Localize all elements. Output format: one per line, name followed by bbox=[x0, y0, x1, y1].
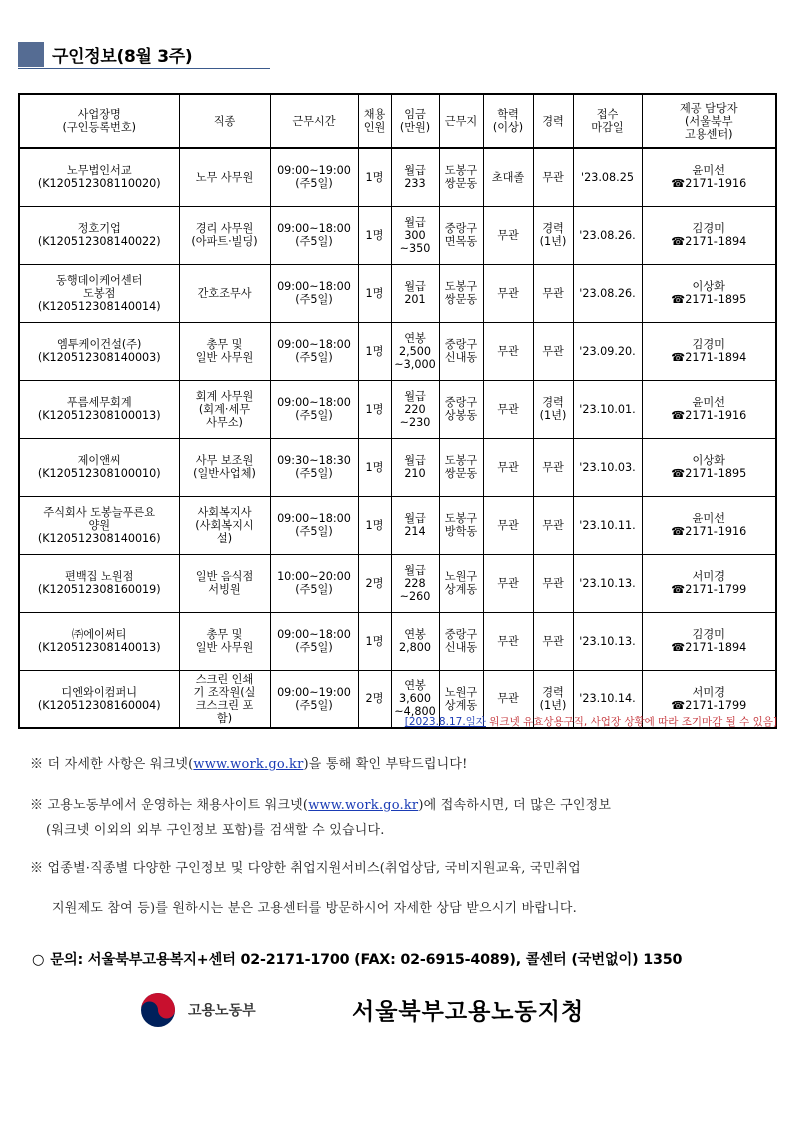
table-cell: 무관 bbox=[483, 206, 533, 264]
column-header: 직종 bbox=[179, 94, 270, 148]
table-cell: 윤미선 ☎2171-1916 bbox=[642, 496, 776, 554]
table-cell: '23.08.26. bbox=[573, 206, 642, 264]
table-cell: 무관 bbox=[483, 496, 533, 554]
info-paragraph-3: ※ 업종별·직종별 다양한 구인정보 및 다양한 취업지원서비스(취업상담, 국비지원교육, 국민취업 bbox=[30, 861, 581, 876]
table-cell: 일반 음식점 서빙원 bbox=[179, 554, 270, 612]
table-cell: 연봉 2,800 bbox=[391, 612, 439, 670]
table-cell: 무관 bbox=[533, 148, 573, 206]
table-cell: 총무 및 일반 사무원 bbox=[179, 322, 270, 380]
table-cell: 중랑구 상봉동 bbox=[439, 380, 483, 438]
table-cell: 무관 bbox=[483, 264, 533, 322]
table-cell: 김경미 ☎2171-1894 bbox=[642, 322, 776, 380]
table-cell: 엠투케이건설(주) (K120512308140003) bbox=[19, 322, 179, 380]
worknet-link-2[interactable]: www.work.go.kr bbox=[308, 798, 419, 813]
table-cell: 서미경 ☎2171-1799 bbox=[642, 670, 776, 728]
title-marker bbox=[18, 42, 44, 67]
contact-line bbox=[32, 949, 682, 969]
table-cell: 무관 bbox=[483, 380, 533, 438]
table-cell: 월급 233 bbox=[391, 148, 439, 206]
column-header: 근무시간 bbox=[270, 94, 358, 148]
table-cell: 월급 214 bbox=[391, 496, 439, 554]
table-cell: 윤미선 ☎2171-1916 bbox=[642, 148, 776, 206]
table-cell: 10:00~20:00 (주5일) bbox=[270, 554, 358, 612]
table-cell: 김경미 ☎2171-1894 bbox=[642, 206, 776, 264]
column-header: 경력 bbox=[533, 94, 573, 148]
column-header: 채용 인원 bbox=[358, 94, 391, 148]
table-cell: 09:00~18:00 (주5일) bbox=[270, 322, 358, 380]
table-cell: 무관 bbox=[533, 264, 573, 322]
table-cell: 무관 bbox=[533, 554, 573, 612]
table-cell: 1명 bbox=[358, 438, 391, 496]
table-cell: '23.10.13. bbox=[573, 612, 642, 670]
p1-text-pre: ※ 더 자세한 사항은 워크넷( bbox=[30, 757, 194, 772]
table-cell: '23.10.01. bbox=[573, 380, 642, 438]
info-paragraph-2-line2: (워크넷 이외의 외부 구인정보 포함)를 검색할 수 있습니다. bbox=[46, 823, 385, 838]
table-row bbox=[19, 612, 776, 670]
table-row bbox=[19, 438, 776, 496]
table-cell: '23.10.03. bbox=[573, 438, 642, 496]
note-date: [2023.8.17.일자 bbox=[404, 716, 486, 728]
info-paragraph-2 bbox=[30, 794, 611, 813]
table-row bbox=[19, 554, 776, 612]
table-cell: '23.08.26. bbox=[573, 264, 642, 322]
info-paragraph-1 bbox=[30, 753, 468, 772]
table-cell: 이상화 ☎2171-1895 bbox=[642, 438, 776, 496]
table-cell: 노원구 상계동 bbox=[439, 554, 483, 612]
table-row bbox=[19, 264, 776, 322]
table-cell: 중랑구 신내동 bbox=[439, 612, 483, 670]
table-cell: 09:00~18:00 (주5일) bbox=[270, 264, 358, 322]
table-cell: 동행데이케어센터 도봉점 (K120512308140014) bbox=[19, 264, 179, 322]
worknet-link-1[interactable]: www.work.go.kr bbox=[193, 757, 304, 772]
table-cell: 노무 사무원 bbox=[179, 148, 270, 206]
table-cell: ㈜에이써티 (K120512308140013) bbox=[19, 612, 179, 670]
table-cell: 무관 bbox=[533, 322, 573, 380]
column-header: 근무지 bbox=[439, 94, 483, 148]
table-cell: '23.09.20. bbox=[573, 322, 642, 380]
column-header: 제공 담당자 (서울북부 고용센터) bbox=[642, 94, 776, 148]
table-row bbox=[19, 206, 776, 264]
table-cell: 09:00~18:00 (주5일) bbox=[270, 206, 358, 264]
table-cell: 편백집 노원점 (K120512308160019) bbox=[19, 554, 179, 612]
table-cell: 무관 bbox=[533, 438, 573, 496]
table-cell: 1명 bbox=[358, 148, 391, 206]
table-cell: 월급 210 bbox=[391, 438, 439, 496]
table-cell: 디엔와이컴퍼니 (K120512308160004) bbox=[19, 670, 179, 728]
table-cell: 09:00~18:00 (주5일) bbox=[270, 380, 358, 438]
table-cell: 1명 bbox=[358, 322, 391, 380]
table-cell: 1명 bbox=[358, 206, 391, 264]
table-cell: 서미경 ☎2171-1799 bbox=[642, 554, 776, 612]
table-cell: 사회복지사 (사회복지시 설) bbox=[179, 496, 270, 554]
p2-text-post: )에 접속하시면, 더 많은 구인정보 bbox=[418, 798, 612, 813]
table-cell: 이상화 ☎2171-1895 bbox=[642, 264, 776, 322]
table-cell: 월급 220 ~230 bbox=[391, 380, 439, 438]
table-cell: '23.10.13. bbox=[573, 554, 642, 612]
table-cell: 회계 사무원 (회계·세무 사무소) bbox=[179, 380, 270, 438]
table-cell: 1명 bbox=[358, 496, 391, 554]
page-title: 구인정보(8월 3주) bbox=[52, 47, 193, 67]
ministry-name: 고용노동부 bbox=[188, 1003, 256, 1019]
table-row bbox=[19, 496, 776, 554]
table-cell: 스크린 인쇄 기 조작원(실 크스크린 포 함) bbox=[179, 670, 270, 728]
table-cell: 월급 300 ~350 bbox=[391, 206, 439, 264]
table-cell: 간호조무사 bbox=[179, 264, 270, 322]
table-cell: 2명 bbox=[358, 554, 391, 612]
table-header-row bbox=[19, 94, 776, 148]
bullet-circle: ○ bbox=[32, 952, 45, 968]
column-header: 접수 마감일 bbox=[573, 94, 642, 148]
table-cell: 경리 사무원 (아파트·빌딩) bbox=[179, 206, 270, 264]
table-cell: 09:00~18:00 (주5일) bbox=[270, 496, 358, 554]
table-cell: 2명 bbox=[358, 670, 391, 728]
table-cell: 김경미 ☎2171-1894 bbox=[642, 612, 776, 670]
table-cell: 월급 201 bbox=[391, 264, 439, 322]
table-cell: 무관 bbox=[483, 322, 533, 380]
table-cell: 1명 bbox=[358, 380, 391, 438]
job-listings-table bbox=[18, 93, 777, 729]
table-cell: 무관 bbox=[483, 554, 533, 612]
table-cell: 경력 (1년) bbox=[533, 670, 573, 728]
table-cell: '23.10.11. bbox=[573, 496, 642, 554]
table-cell: 월급 228 ~260 bbox=[391, 554, 439, 612]
table-cell: 경력 (1년) bbox=[533, 206, 573, 264]
table-cell: 경력 (1년) bbox=[533, 380, 573, 438]
taegeuk-icon bbox=[138, 990, 178, 1030]
table-cell: 총무 및 일반 사무원 bbox=[179, 612, 270, 670]
note-text: 워크넷 유효상용구직, 사업장 상황에 따라 조기마감 될 수 있음] bbox=[485, 716, 778, 728]
table-cell: 중랑구 신내동 bbox=[439, 322, 483, 380]
p1-text-post: )을 통해 확인 부탁드립니다! bbox=[303, 757, 468, 772]
p2-text-pre: ※ 고용노동부에서 운영하는 채용사이트 워크넷( bbox=[30, 798, 309, 813]
table-cell: 1명 bbox=[358, 264, 391, 322]
table-cell: 도봉구 방학동 bbox=[439, 496, 483, 554]
table-row bbox=[19, 148, 776, 206]
table-cell: 도봉구 쌍문동 bbox=[439, 438, 483, 496]
column-header: 사업장명 (구인등록번호) bbox=[19, 94, 179, 148]
deadline-note bbox=[405, 714, 777, 729]
table-cell: 무관 bbox=[483, 670, 533, 728]
table-row bbox=[19, 322, 776, 380]
table-cell: 도봉구 쌍문동 bbox=[439, 264, 483, 322]
table-cell: 중랑구 면목동 bbox=[439, 206, 483, 264]
table-cell: 무관 bbox=[533, 612, 573, 670]
table-cell: 무관 bbox=[533, 496, 573, 554]
page-title-bar bbox=[18, 40, 270, 69]
table-cell: 노원구 상계동 bbox=[439, 670, 483, 728]
table-cell: 무관 bbox=[483, 438, 533, 496]
table-cell: 푸름세무회계 (K120512308100013) bbox=[19, 380, 179, 438]
ministry-logo bbox=[138, 990, 288, 1030]
table-cell: 연봉 3,600 ~4,800 bbox=[391, 670, 439, 728]
table-cell: 09:00~18:00 (주5일) bbox=[270, 612, 358, 670]
table-cell: 정호기업 (K120512308140022) bbox=[19, 206, 179, 264]
table-cell: 초대졸 bbox=[483, 148, 533, 206]
table-cell: 노무법인서교 (K120512308110020) bbox=[19, 148, 179, 206]
table-cell: 무관 bbox=[483, 612, 533, 670]
table-cell: '23.10.14. bbox=[573, 670, 642, 728]
table-cell: 09:00~19:00 (주5일) bbox=[270, 670, 358, 728]
table-cell: '23.08.25 bbox=[573, 148, 642, 206]
table-cell: 주식회사 도봉늘푸른요 양원 (K120512308140016) bbox=[19, 496, 179, 554]
table-cell: 도봉구 쌍문동 bbox=[439, 148, 483, 206]
contact-text: 문의: 서울북부고용복지+센터 02-2171-1700 (FAX: 02-6915-4089), 콜센터 (국번없이) 1350 bbox=[50, 952, 683, 968]
table-row bbox=[19, 380, 776, 438]
info-paragraph-3-line2: 지원제도 참여 등)를 원하시는 분은 고용센터를 방문하시어 자세한 상담 받으시기 바랍니다. bbox=[52, 901, 577, 916]
column-header: 임금 (만원) bbox=[391, 94, 439, 148]
table-cell: 09:30~18:30 (주5일) bbox=[270, 438, 358, 496]
table-cell: 1명 bbox=[358, 612, 391, 670]
table-cell: 윤미선 ☎2171-1916 bbox=[642, 380, 776, 438]
table-cell: 09:00~19:00 (주5일) bbox=[270, 148, 358, 206]
table-cell: 사무 보조원 (일반사업체) bbox=[179, 438, 270, 496]
agency-name: 서울북부고용노동지청 bbox=[352, 999, 585, 1025]
table-cell: 제이앤씨 (K120512308100010) bbox=[19, 438, 179, 496]
column-header: 학력 (이상) bbox=[483, 94, 533, 148]
table-body bbox=[19, 148, 776, 728]
table-cell: 연봉 2,500 ~3,000 bbox=[391, 322, 439, 380]
